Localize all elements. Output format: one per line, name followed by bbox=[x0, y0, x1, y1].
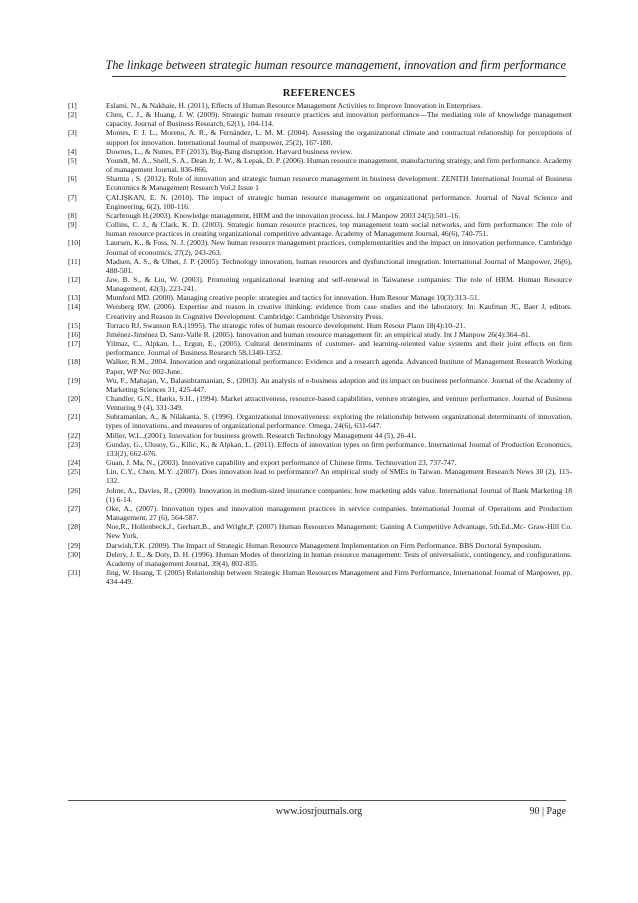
reference-text: Chen, C. J., & Huang, J. W. (2009). Strategic human resource practices and innovation performance—The mediating role of knowledge management capacity. Journal of Business Research, 62(1), 104-114. bbox=[106, 110, 572, 129]
reference-item bbox=[68, 220, 572, 238]
page-number: 90 | Page bbox=[529, 806, 566, 817]
reference-number: [10] bbox=[68, 238, 81, 248]
reference-item bbox=[68, 357, 572, 375]
reference-item bbox=[68, 376, 572, 394]
reference-number: [4] bbox=[68, 146, 77, 156]
reference-number: [21] bbox=[68, 412, 81, 422]
reference-number: [30] bbox=[68, 549, 81, 559]
reference-item bbox=[68, 522, 572, 540]
reference-text: Laursen, K., & Foss, N. J. (2003). New human resource management practices, complementarities and the impact on innovation performance. Cambridge Journal of economics, 27(2), 243-263. bbox=[106, 238, 572, 257]
reference-text: Subramanian, A., & Nilakanta, S. (1996). Organizational innovativeness: exploring the relationship between organizational determinants of innovation, types of innovations, and measures of organizational performance. Omega, 24(6), 631-647. bbox=[106, 412, 572, 431]
reference-number: [5] bbox=[68, 155, 77, 165]
reference-text: Guan, J. Ma, N., (2003). Innovative capability and export performance of Chinese firms. Technovation 23, 737-747. bbox=[106, 458, 457, 468]
reference-text: Madsen, A. S., & Ulhøi, J. P. (2005). Technology innovation, human resources and dysfunctional integration. International Journal of Manpower, 26(6), 488-501. bbox=[106, 256, 572, 275]
reference-text: Lin, C.Y., Chen, M.Y. ,(2007). Does innovation lead to performance? An empirical study of SMEs in Taiwan. Management Research News 30 (2), 115-132. bbox=[106, 467, 572, 486]
reference-number: [6] bbox=[68, 174, 77, 184]
reference-number: [23] bbox=[68, 439, 81, 449]
header-title: The linkage between strategic human resource management, innovation and firm performance bbox=[105, 58, 566, 72]
reference-text: Sharma , S. (2012). Role of innovation and strategic human resource management in business development. ZENITH International Journal of Business Economics & Management Research Vol.2 Issue 1 bbox=[106, 174, 572, 193]
reference-text: Darwish,T.K. (2009). The Impact of Strategic Human Resource Management Implementation on Firm Performance. BBS Doctoral Symposium. bbox=[106, 540, 542, 550]
reference-number: [24] bbox=[68, 458, 81, 468]
reference-text: ÇALIŞKAN, E. N. (2010). The impact of strategic human resource management on organizational performance. Journal of Naval Science and Engineering, 6(2), 100-116. bbox=[106, 192, 572, 211]
reference-text: Yilmaz, C., Alpkan, L., Ergun, E., (2005). Cultural determinants of customer- and learning-oriented value systems and their joint effects on firm performance. Journal of Business Research 58,1340-1352. bbox=[106, 339, 572, 358]
reference-text: Youndt, M. A., Snell, S. A., Dean Jr, J. W., & Lepak, D. P. (2006). Human resource management, manufacturing strategy, and firm performance. Academy of management Journal, 836-866. bbox=[106, 155, 572, 175]
reference-item bbox=[68, 568, 572, 586]
reference-number: [26] bbox=[68, 485, 81, 495]
reference-item bbox=[68, 302, 572, 320]
reference-text: Scarbrough H.(2003). Knowledge management, HRM and the innovation process. Int J Manpow 2003 24(5):501–16. bbox=[106, 210, 461, 220]
reference-number: [17] bbox=[68, 339, 81, 349]
reference-number: [1] bbox=[68, 101, 77, 110]
reference-list bbox=[68, 101, 572, 586]
reference-item bbox=[68, 293, 572, 302]
reference-item bbox=[68, 330, 572, 339]
reference-text: Torraco RJ, Swanson RA.(1995). The strategic roles of human resource development. Hum Resour Plann 18(4):10–21. bbox=[106, 320, 466, 330]
reference-item bbox=[68, 110, 572, 128]
reference-text: Wu, F., Mahajan, V., Balasubramanian, S., (2003). An analysis of e-business adoption and its impact on business performance. Journal of the Academy of Marketing Sciences 31, 425-447. bbox=[106, 375, 572, 394]
reference-number: [13] bbox=[68, 293, 81, 303]
reference-item bbox=[68, 128, 572, 146]
reference-item bbox=[68, 431, 572, 440]
reference-number: [8] bbox=[68, 210, 77, 220]
reference-number: [16] bbox=[68, 329, 81, 339]
reference-number: [22] bbox=[68, 430, 81, 440]
reference-item bbox=[68, 504, 572, 522]
reference-number: [25] bbox=[68, 467, 81, 477]
reference-item bbox=[68, 275, 572, 293]
reference-number: [29] bbox=[68, 540, 81, 550]
reference-item bbox=[68, 321, 572, 330]
reference-item bbox=[68, 156, 572, 174]
reference-item bbox=[68, 238, 572, 256]
reference-item bbox=[68, 101, 572, 110]
reference-text: Eslami, N., & Nakhaie, H. (2011), Effects of Human Resource Management Activities to Improve Innovation in Enterprises. bbox=[106, 101, 483, 110]
reference-item bbox=[68, 394, 572, 412]
reference-item bbox=[68, 339, 572, 357]
reference-number: [11] bbox=[68, 256, 81, 266]
reference-number: [28] bbox=[68, 522, 81, 532]
reference-text: Weisberg RW. (2006). Expertise and reason in creative thinking: evidence from case studies and the laboratory. In: Kaufman JC, Baer J, editors. Creativity and Reason in Cognitive Development. Cambridge: Cambridge University Press. bbox=[106, 302, 572, 321]
reference-text: Jiménez-Jiménez D, Sanz-Valle R. (2005). Innovation and human resource management fit: an empirical study. Int J Manpow 26(4):364–81. bbox=[106, 329, 531, 339]
reference-number: [27] bbox=[68, 503, 81, 513]
reference-number: [2] bbox=[68, 110, 77, 120]
reference-number: [7] bbox=[68, 192, 77, 202]
reference-text: Johne, A., Davies, R., (2000). Innovation in medium-sized insurance companies: how marketing adds value. International Journal of Bank Marketing 18 (1) 6-14. bbox=[106, 485, 572, 504]
reference-item bbox=[68, 467, 572, 485]
reference-number: [19] bbox=[68, 375, 81, 385]
footer-url: www.iosrjournals.org bbox=[275, 806, 363, 817]
references-heading: REFERENCES bbox=[282, 88, 356, 99]
reference-number: [9] bbox=[68, 220, 77, 230]
reference-text: Noe,R., Hollenbeck,J., Gerhart,B., and Wright,P. (2007) Human Resources Management: Gaining A Competitive Advantage, 5th.Ed.,Mc- Graw-Hill Co. New York. bbox=[106, 522, 572, 541]
reference-text: Delery, J. E., & Doty, D. H. (1996). Human Modes of theorizing in human resource management: Tests of universalistic, contingency, and configurations. Academy of management Journal, 39(4), 802-835. bbox=[106, 549, 572, 568]
reference-text: Gunday, G., Ulusoy, G., Kilic, K., & Alpkan, L. (2011). Effects of innovation types on firm performance. International Journal of Production Economics, 133(2), 662-676. bbox=[106, 439, 572, 458]
reference-text: Miller, W.L.,(2001). Innovation for business growth. Research Technology Management 44 (5), 26-41. bbox=[106, 430, 417, 440]
reference-text: Downes, L., & Nunes, P.F (2013), Big-Bang disruption. Harvard business review. bbox=[106, 146, 353, 156]
reference-text: Oke, A., (2007). Innovation types and innovation management practices in service companies. International Journal of Operations and Production Management, 27 (6), 564-587. bbox=[106, 503, 572, 523]
reference-number: [31] bbox=[68, 567, 81, 577]
reference-number: [15] bbox=[68, 320, 81, 330]
reference-item bbox=[68, 541, 572, 550]
reference-item bbox=[68, 257, 572, 275]
reference-text: Jing, W. Huang, T. (2005) Relationship between Strategic Human Resources Management and Firm Performance, International Journal of Manpower, pp. 434-449. bbox=[106, 567, 572, 587]
reference-item bbox=[68, 440, 572, 458]
reference-item bbox=[68, 193, 572, 211]
reference-item bbox=[68, 486, 572, 504]
reference-text: Jaw, B. S., & Liu, W. (2003). Promoting organizational learning and self-renewal in Taiwanese companies: The role of HRM. Human Resource Management, 42(3), 223-241. bbox=[106, 274, 572, 294]
reference-text: Montes, F. J. L., Moreno, A. R., & Fernández, L. M. M. (2004). Assessing the organizational climate and contractual relationship for perceptions of support for innovation. International Journal of manpower, 25(2), 167-180. bbox=[106, 128, 572, 147]
reference-number: [12] bbox=[68, 274, 81, 284]
reference-item bbox=[68, 550, 572, 568]
reference-text: Walker, R.M., 2004. Innovation and organizational performance: Evidence and a research agenda. Advanced Institute of Management Research Working Paper, WP No: 002-June. bbox=[106, 357, 572, 376]
reference-item bbox=[68, 412, 572, 430]
footer-rule bbox=[68, 800, 566, 801]
reference-number: [3] bbox=[68, 128, 77, 138]
reference-number: [18] bbox=[68, 357, 81, 367]
reference-item bbox=[68, 174, 572, 192]
reference-number: [20] bbox=[68, 394, 81, 403]
reference-text: Mumford MD. (2000). Managing creative people: strategies and tactics for innovation. Hum Resour Manage 10(3):313–51. bbox=[106, 293, 480, 303]
running-header bbox=[105, 58, 566, 77]
reference-item bbox=[68, 147, 572, 156]
reference-text: Collins, C. J., & Clark, K. D. (2003). Strategic human resource practices, top management team social networks, and firm performance: The role of human resource practices in creating organizational competitive advantage. Academy of Management Journal, 46(6), 740-751. bbox=[106, 220, 572, 239]
reference-text: Chandler, G.N., Hanks, S.H., (1994). Market attractiveness, resource-based capabilities, venture strategies, and venture performance. Journal of Business Venturing 9 (4), 331-349. bbox=[106, 394, 572, 413]
reference-item bbox=[68, 211, 572, 220]
reference-item bbox=[68, 458, 572, 467]
reference-number: [14] bbox=[68, 302, 81, 312]
